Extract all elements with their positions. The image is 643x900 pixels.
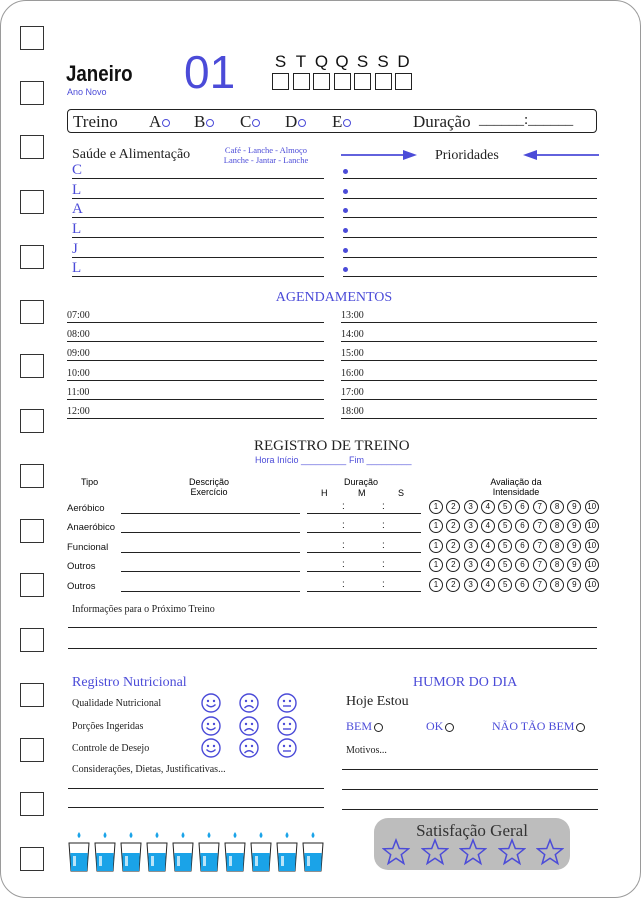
binder-hole — [20, 409, 44, 433]
duration-line[interactable] — [307, 513, 421, 514]
duration-line[interactable] — [307, 532, 421, 533]
intensity-option[interactable]: 10 — [585, 578, 599, 592]
duration-separator: : — [382, 559, 385, 570]
intensity-option[interactable]: 7 — [533, 500, 547, 514]
workout-type-label: Outros — [67, 581, 96, 592]
duration-separator: : — [382, 579, 385, 590]
intensity-option[interactable]: 1 — [429, 578, 443, 592]
nutrition-item-label: Controle de Desejo — [72, 743, 150, 754]
mood-option[interactable] — [346, 719, 383, 734]
water-glass-icon[interactable] — [93, 831, 119, 873]
intensity-option[interactable]: 10 — [585, 519, 599, 533]
meal-letter: L — [72, 221, 82, 237]
intensity-option[interactable]: 8 — [550, 539, 564, 553]
exercise-description-line[interactable] — [121, 532, 300, 533]
col-desc-1: Descrição — [188, 477, 229, 487]
meal-letter: L — [72, 260, 82, 276]
bullet-dot-icon — [343, 248, 348, 253]
intensity-option[interactable]: 8 — [550, 519, 564, 533]
binder-hole — [20, 519, 44, 543]
training-option-a[interactable] — [149, 112, 170, 132]
intensity-scale — [429, 578, 602, 592]
schedule-time: 11:00 — [67, 387, 90, 398]
happy-face-icon[interactable] — [201, 693, 221, 713]
motives-label: Motivos... — [346, 745, 387, 756]
intensity-option[interactable]: 5 — [498, 539, 512, 553]
binder-hole — [20, 135, 44, 159]
priority-entry-line[interactable] — [343, 276, 597, 277]
priority-entry-line[interactable] — [343, 217, 597, 218]
workout-type-label: Outros — [67, 561, 96, 572]
col-intensity-1: Avaliação da — [490, 477, 542, 487]
arrow-right-icon — [339, 148, 419, 162]
satisfaction-title: Satisfação Geral — [416, 821, 528, 840]
meal-entry-line[interactable] — [72, 257, 324, 258]
intensity-option[interactable]: 6 — [515, 500, 529, 514]
binder-hole — [20, 81, 44, 105]
schedule-time: 08:00 — [67, 329, 90, 340]
intensity-option[interactable]: 2 — [446, 539, 460, 553]
intensity-option[interactable]: 7 — [533, 519, 547, 533]
month-subtitle: Ano Novo — [67, 87, 107, 97]
nutrition-title: Registro Nutricional — [72, 675, 187, 690]
intensity-option[interactable]: 3 — [464, 578, 478, 592]
schedule-time: 16:00 — [341, 368, 364, 379]
weekday-checkbox[interactable] — [354, 73, 371, 90]
training-label: Treino — [73, 112, 118, 131]
radio-circle-icon[interactable] — [252, 119, 260, 127]
intensity-option[interactable]: 1 — [429, 539, 443, 553]
exercise-description-line[interactable] — [121, 513, 300, 514]
intensity-scale — [429, 500, 602, 514]
arrow-left-icon — [521, 148, 601, 162]
binder-hole — [20, 847, 44, 871]
neutral-face-icon[interactable] — [277, 716, 297, 736]
binder-hole — [20, 628, 44, 652]
rating-star-icon[interactable] — [459, 838, 487, 866]
rating-star-icon[interactable] — [382, 838, 410, 866]
col-m: M — [358, 488, 366, 498]
duration-line[interactable] — [307, 591, 421, 592]
binder-hole — [20, 573, 44, 597]
mood-option[interactable] — [492, 719, 585, 734]
intensity-option[interactable]: 2 — [446, 500, 460, 514]
intensity-option[interactable]: 10 — [585, 500, 599, 514]
intensity-option[interactable]: 1 — [429, 519, 443, 533]
sad-face-icon[interactable] — [239, 738, 259, 758]
intensity-option[interactable]: 1 — [429, 500, 443, 514]
happy-face-icon[interactable] — [201, 738, 221, 758]
considerations-line-2[interactable] — [68, 807, 324, 808]
duration-separator: : — [382, 501, 385, 512]
meal-entry-line[interactable] — [72, 237, 324, 238]
nutrition-item-label: Qualidade Nutricional — [72, 698, 162, 709]
workout-type-label: Aeróbico — [67, 503, 105, 514]
binder-hole — [20, 190, 44, 214]
workout-title: REGISTRO DE TREINO — [254, 438, 410, 454]
schedule-line[interactable] — [341, 322, 597, 323]
schedule-time: 15:00 — [341, 348, 364, 359]
col-intensity-2: Intensidade — [492, 487, 540, 497]
health-title: Saúde e Alimentação — [72, 147, 191, 162]
considerations-line-1[interactable] — [68, 788, 324, 789]
month-label: Janeiro — [66, 61, 133, 86]
intensity-option[interactable]: 9 — [567, 500, 581, 514]
neutral-face-icon[interactable] — [277, 693, 297, 713]
water-glass-icon[interactable] — [197, 831, 223, 873]
happy-face-icon[interactable] — [201, 716, 221, 736]
schedule-line[interactable] — [67, 322, 324, 323]
intensity-option[interactable]: 6 — [515, 519, 529, 533]
meal-letter: J — [72, 241, 78, 257]
radio-circle-icon[interactable] — [162, 119, 170, 127]
water-glass-icon[interactable] — [301, 831, 327, 873]
intensity-option[interactable]: 9 — [567, 519, 581, 533]
schedule-time: 13:00 — [341, 310, 364, 321]
intensity-scale — [429, 558, 602, 572]
bullet-dot-icon — [343, 208, 348, 213]
weekday-checkbox[interactable] — [334, 73, 351, 90]
schedule-time: 07:00 — [67, 310, 90, 321]
motives-line-1[interactable] — [342, 769, 598, 770]
col-duration: Duração — [344, 477, 379, 487]
duration-separator: : — [382, 520, 385, 531]
training-option-label: B — [194, 112, 206, 131]
schedule-time: 18:00 — [341, 406, 364, 417]
priority-entry-line[interactable] — [343, 178, 597, 179]
training-option-b[interactable] — [194, 112, 214, 132]
duration-separator: : — [342, 501, 345, 512]
training-option-label: C — [240, 112, 252, 131]
intensity-option[interactable]: 8 — [550, 558, 564, 572]
intensity-option[interactable]: 9 — [567, 539, 581, 553]
weekday-letter: S — [377, 52, 389, 71]
duration-separator: : — [342, 520, 345, 531]
sad-face-icon[interactable] — [239, 716, 259, 736]
training-option-c[interactable] — [240, 112, 260, 132]
intensity-option[interactable]: 5 — [498, 578, 512, 592]
intensity-option[interactable]: 4 — [481, 500, 495, 514]
weekday-checkbox[interactable] — [375, 73, 392, 90]
meal-letter: A — [72, 201, 83, 217]
bullet-dot-icon — [343, 228, 348, 233]
priority-entry-line[interactable] — [343, 237, 597, 238]
col-s: S — [398, 488, 405, 498]
water-glass-icon[interactable] — [119, 831, 145, 873]
priorities-title: Prioridades — [435, 148, 499, 163]
weekday-letter: T — [295, 52, 307, 71]
schedule-line[interactable] — [341, 399, 597, 400]
intensity-option[interactable]: 7 — [533, 558, 547, 572]
schedule-line[interactable] — [67, 418, 324, 419]
intensity-option[interactable]: 6 — [515, 539, 529, 553]
workout-type-label: Anaeróbico — [67, 522, 116, 533]
meal-legend-2: Lanche - Jantar - Lanche — [223, 155, 309, 165]
workout-type-label: Funcional — [67, 542, 109, 553]
water-glass-icon[interactable] — [223, 831, 249, 873]
schedule-line[interactable] — [67, 341, 324, 342]
intensity-option[interactable]: 2 — [446, 578, 460, 592]
water-glass-icon[interactable] — [145, 831, 171, 873]
training-option-e[interactable] — [332, 112, 351, 132]
priority-entry-line[interactable] — [343, 257, 597, 258]
next-info-line-1[interactable] — [68, 627, 597, 628]
bullet-dot-icon — [343, 189, 348, 194]
mood-option-label: BEM — [346, 719, 373, 733]
binder-hole — [20, 464, 44, 488]
weekday-letter: D — [397, 52, 410, 71]
meal-entry-line[interactable] — [72, 198, 324, 199]
mood-option[interactable] — [426, 719, 454, 734]
intensity-option[interactable]: 3 — [464, 519, 478, 533]
duration-label: Duração — [413, 112, 471, 131]
intensity-option[interactable]: 8 — [550, 578, 564, 592]
radio-circle-icon[interactable] — [576, 723, 585, 732]
schedule-line[interactable] — [341, 360, 597, 361]
intensity-option[interactable]: 2 — [446, 519, 460, 533]
intensity-option[interactable]: 6 — [515, 578, 529, 592]
training-option-label: E — [332, 112, 343, 131]
meal-entry-line[interactable] — [72, 276, 324, 277]
rating-star-icon[interactable] — [421, 838, 449, 866]
intensity-option[interactable]: 4 — [481, 578, 495, 592]
binder-hole — [20, 683, 44, 707]
rating-star-icon[interactable] — [498, 838, 526, 866]
start-time-field[interactable]: Hora Início _________ — [255, 455, 347, 465]
schedule-time: 09:00 — [67, 348, 90, 359]
intensity-option[interactable]: 4 — [481, 519, 495, 533]
meal-letter: C — [72, 162, 83, 178]
exercise-description-line[interactable] — [121, 571, 300, 572]
mood-prompt: Hoje Estou — [346, 694, 409, 709]
intensity-option[interactable]: 5 — [498, 558, 512, 572]
mood-title: HUMOR DO DIA — [413, 675, 518, 690]
rating-star-icon[interactable] — [536, 838, 564, 866]
next-info-line-2[interactable] — [68, 648, 597, 649]
binder-hole — [20, 245, 44, 269]
weekday-checkbox[interactable] — [313, 73, 330, 90]
binder-hole — [20, 792, 44, 816]
mood-option-label: NÃO TÃO BEM — [492, 719, 575, 733]
schedule-line[interactable] — [341, 341, 597, 342]
exercise-description-line[interactable] — [121, 552, 300, 553]
meal-letter: L — [72, 182, 82, 198]
nutrition-item-label: Porções Ingeridas — [72, 721, 144, 732]
intensity-option[interactable]: 8 — [550, 500, 564, 514]
next-training-info-label: Informações para o Próximo Treino — [72, 604, 215, 615]
schedule-line[interactable] — [341, 380, 597, 381]
exercise-description-line[interactable] — [121, 591, 300, 592]
intensity-option[interactable]: 5 — [498, 500, 512, 514]
radio-circle-icon[interactable] — [206, 119, 214, 127]
duration-separator: : — [342, 579, 345, 590]
weekday-letter: S — [274, 52, 287, 71]
weekday-letter: S — [356, 52, 369, 71]
bullet-dot-icon — [343, 267, 348, 272]
considerations-label: Considerações, Dietas, Justificativas... — [72, 764, 226, 775]
intensity-option[interactable]: 3 — [464, 558, 478, 572]
schedule-line[interactable] — [67, 360, 324, 361]
water-glass-icon[interactable] — [171, 831, 197, 873]
radio-circle-icon[interactable] — [445, 723, 454, 732]
end-time-field[interactable]: Fim _________ — [349, 455, 412, 465]
motives-line-2[interactable] — [342, 789, 598, 790]
intensity-option[interactable]: 1 — [429, 558, 443, 572]
training-option-label: A — [149, 112, 162, 131]
meal-entry-line[interactable] — [72, 217, 324, 218]
mood-option-label: OK — [426, 719, 444, 733]
schedule-time: 12:00 — [67, 406, 90, 417]
intensity-option[interactable]: 2 — [446, 558, 460, 572]
bullet-dot-icon — [343, 169, 348, 174]
duration-separator: : — [342, 559, 345, 570]
duration-separator: : — [382, 540, 385, 551]
day-number: 01 — [184, 46, 236, 98]
duration-line[interactable] — [307, 571, 421, 572]
schedule-time: 10:00 — [67, 368, 90, 379]
meal-legend-1: Café - Lanche - Almoço — [224, 145, 308, 155]
schedule-line[interactable] — [341, 418, 597, 419]
neutral-face-icon[interactable] — [277, 738, 297, 758]
intensity-option[interactable]: 10 — [585, 539, 599, 553]
motives-line-3[interactable] — [342, 809, 598, 810]
intensity-option[interactable]: 10 — [585, 558, 599, 572]
training-option-d[interactable] — [285, 112, 306, 132]
water-glass-icon[interactable] — [275, 831, 301, 873]
training-option-label: D — [285, 112, 298, 131]
duration-line[interactable] — [307, 552, 421, 553]
binder-hole — [20, 300, 44, 324]
intensity-option[interactable]: 3 — [464, 500, 478, 514]
binder-hole — [20, 26, 44, 50]
schedule-time: 14:00 — [341, 329, 364, 340]
intensity-option[interactable]: 4 — [481, 558, 495, 572]
schedule-line[interactable] — [67, 399, 324, 400]
intensity-scale — [429, 519, 602, 533]
col-type: Tipo — [81, 477, 99, 487]
duration-blank[interactable]: ______:______ — [479, 112, 574, 128]
water-glass-icon[interactable] — [67, 831, 93, 873]
binder-hole — [20, 738, 44, 762]
schedule-title: AGENDAMENTOS — [275, 290, 393, 305]
intensity-option[interactable]: 7 — [533, 539, 547, 553]
weekday-checkbox[interactable] — [293, 73, 310, 90]
weekday-checkbox[interactable] — [395, 73, 412, 90]
intensity-option[interactable]: 9 — [567, 558, 581, 572]
intensity-option[interactable]: 7 — [533, 578, 547, 592]
weekday-letter: Q — [314, 52, 329, 71]
schedule-line[interactable] — [67, 380, 324, 381]
schedule-time: 17:00 — [341, 387, 364, 398]
binder-hole — [20, 354, 44, 378]
meal-entry-line[interactable] — [72, 178, 324, 179]
col-h: H — [321, 488, 328, 498]
weekday-letter: Q — [335, 52, 349, 71]
intensity-scale — [429, 539, 602, 553]
duration-separator: : — [342, 540, 345, 551]
intensity-option[interactable]: 4 — [481, 539, 495, 553]
intensity-option[interactable]: 5 — [498, 519, 512, 533]
intensity-option[interactable]: 9 — [567, 578, 581, 592]
intensity-option[interactable]: 3 — [464, 539, 478, 553]
weekday-checkbox[interactable] — [272, 73, 289, 90]
radio-circle-icon[interactable] — [374, 723, 383, 732]
water-glass-icon[interactable] — [249, 831, 275, 873]
sad-face-icon[interactable] — [239, 693, 259, 713]
intensity-option[interactable]: 6 — [515, 558, 529, 572]
priority-entry-line[interactable] — [343, 198, 597, 199]
col-desc-2: Exercício — [190, 487, 228, 497]
radio-circle-icon[interactable] — [298, 119, 306, 127]
radio-circle-icon[interactable] — [343, 119, 351, 127]
